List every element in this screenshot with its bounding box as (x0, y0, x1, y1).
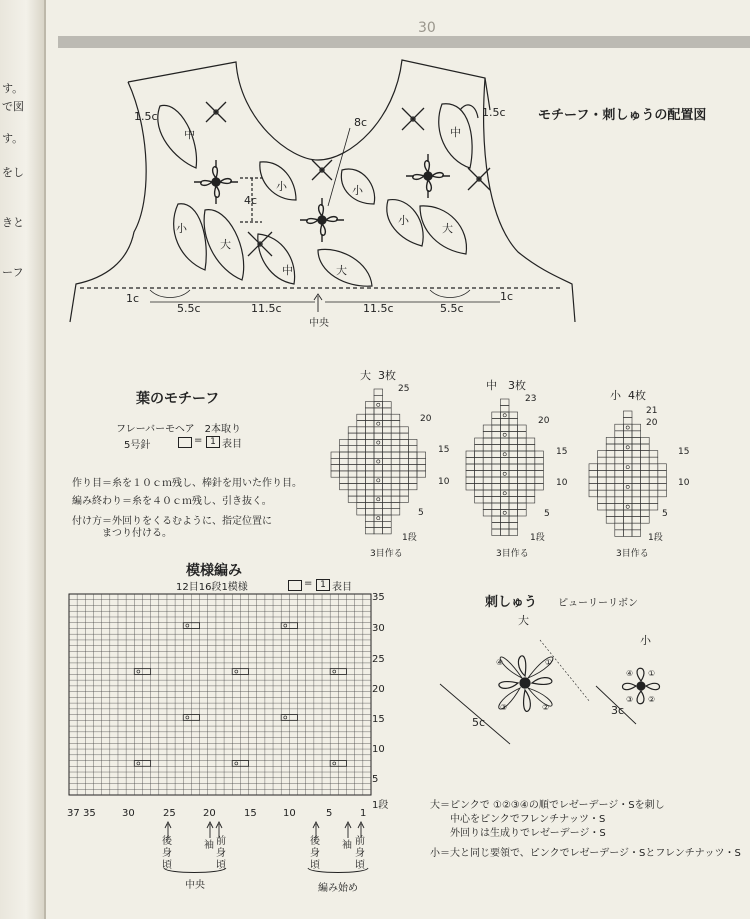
chart-medium-row: 10 (556, 478, 568, 488)
svg-text:①: ① (545, 658, 553, 667)
embroidery-title: 刺しゅう (485, 595, 538, 610)
row-label: 5 (372, 774, 379, 785)
chart-small-row: 5 (662, 509, 668, 519)
svg-text:④: ④ (496, 658, 504, 667)
label-front-body: 前 身 頃 (216, 836, 226, 871)
svg-text:③: ③ (500, 703, 508, 712)
embroidery-small-label: 小 (640, 634, 651, 647)
chart-small-row: 10 (678, 478, 690, 488)
dim-label: 5.5c (440, 302, 464, 315)
spine-text: ーフ (2, 266, 24, 279)
chart-large-row: 10 (438, 477, 450, 487)
chart-small-name: 小 (610, 389, 621, 402)
chart-small-cast-on: 3目作る (616, 549, 649, 559)
leaf-mark: 小 (276, 180, 287, 193)
key-symbol: 1 (316, 579, 330, 591)
leaf-mark: 中 (184, 128, 195, 141)
leaf-motif-title: 葉のモチーフ (136, 391, 220, 407)
page-number: 30 (418, 20, 436, 36)
leaf-mark: 小 (398, 214, 409, 227)
leaf-mark: 小 (176, 222, 187, 235)
spine-text: をし (2, 166, 24, 179)
chart-medium-row: 20 (538, 416, 550, 426)
chart-large-row: 1段 (402, 533, 417, 543)
row-label: 20 (372, 684, 385, 695)
label-back-body: 後 身 頃 (162, 836, 172, 871)
center-label: 中央 (309, 318, 329, 329)
embroidery-note: 外回りは生成りでレゼーデージ・S (430, 828, 606, 839)
chart-medium-cast-on: 3目作る (496, 549, 529, 559)
label-sleeve: 袖 (342, 840, 352, 851)
svg-text:②: ② (542, 703, 550, 712)
spine-text: で図 (2, 100, 24, 113)
leaf-mark: 大 (220, 238, 231, 251)
embroidery-note: 大＝ピンクで ①②③④の順でレゼーデージ・Sを刺し (430, 800, 665, 811)
svg-text:④: ④ (626, 669, 634, 678)
dim-label: 1.5c (134, 110, 158, 123)
chart-large-cast-on: 3目作る (370, 549, 403, 559)
row-label: 30 (372, 623, 385, 634)
spine-text: す。 (2, 82, 24, 95)
col-label: 1 (360, 808, 367, 819)
embroidery-large-label: 大 (518, 614, 529, 627)
col-label: 25 (163, 808, 176, 819)
embroidery-large-dim: 5c (472, 716, 486, 729)
col-label: 5 (326, 808, 333, 819)
note-line: まつり付ける。 (72, 528, 172, 539)
chart-large-count: 3枚 (378, 369, 396, 382)
note-line: 付け方＝外回りをくるむように、指定位置に (72, 516, 272, 527)
col-label: 37 (67, 808, 80, 819)
embroidery-note: 中心をピンクでフレンチナッツ・S (430, 814, 606, 825)
chart-large-row: 5 (418, 508, 424, 518)
leaf-mark: 中 (450, 126, 461, 139)
chart-medium-top: 23 (525, 394, 537, 404)
key-eq: = (194, 435, 203, 446)
dim-label: 5.5c (177, 302, 201, 315)
layout-title: モチーフ・刺しゅうの配置図 (538, 108, 707, 123)
leaf-mark: 中 (282, 264, 293, 277)
svg-text:②: ② (648, 695, 656, 704)
note-line: 作り目＝糸を１０ｃｍ残し、棒針を用いた作り目。 (72, 478, 302, 489)
col-label: 15 (244, 808, 257, 819)
key-text: 表目 (332, 582, 352, 593)
row-label: 35 (372, 592, 385, 603)
col-label: 20 (203, 808, 216, 819)
pattern-repeat: 12目16段1模様 (176, 582, 248, 593)
chart-medium-name: 中 (486, 379, 497, 392)
col-label: 30 (122, 808, 135, 819)
dim-label: 1c (500, 290, 514, 303)
key-eq: = (304, 578, 313, 589)
svg-text:③: ③ (626, 695, 634, 704)
dim-label: 1c (126, 292, 140, 305)
dim-label: 11.5c (251, 302, 282, 315)
key-text: 表目 (222, 439, 242, 450)
label-center: 中央 (185, 880, 205, 891)
chart-large-top: 25 (398, 384, 410, 394)
chart-small-count: 4枚 (628, 389, 646, 402)
chart-medium-row: 1段 (530, 533, 545, 543)
chart-small-row: 1段 (648, 533, 663, 543)
label-sleeve: 袖 (204, 840, 214, 851)
col-label: 35 (83, 808, 96, 819)
row-label: 10 (372, 744, 385, 755)
col-label: 10 (283, 808, 296, 819)
leaf-mark: 小 (352, 184, 363, 197)
row-label: 15 (372, 714, 385, 725)
note-line: 編み終わり＝糸を４０ｃｍ残し、引き抜く。 (72, 496, 272, 507)
chart-small-row: 15 (678, 447, 690, 457)
chart-small-row: 20 (646, 418, 658, 428)
needle-spec: 5号針 (124, 440, 151, 451)
chart-small-top: 21 (646, 406, 658, 416)
embroidery-small-dim: 3c (611, 704, 625, 717)
key-symbol: 1 (206, 436, 220, 448)
yarn-spec: フレーバーモヘア 2本取り (116, 424, 241, 435)
dim-label: 11.5c (363, 302, 394, 315)
spine-text: きと (2, 216, 24, 229)
embroidery-thread: ピューリーリボン (558, 598, 638, 609)
leaf-mark: 大 (336, 264, 347, 277)
dim-label: 1.5c (482, 106, 506, 119)
chart-large-row: 15 (438, 445, 450, 455)
label-front-body: 前 身 頃 (355, 836, 365, 871)
dim-label: 8c (354, 116, 368, 129)
chart-medium-row: 5 (544, 509, 550, 519)
chart-large-name: 大 (360, 369, 371, 382)
label-knit-start: 編み始め (318, 883, 358, 894)
embroidery-note: 小＝大と同じ要領で、ピンクでレゼーデージ・Sとフレンチナッツ・S (430, 848, 741, 859)
spine-text: す。 (2, 132, 24, 145)
chart-medium-count: 3枚 (508, 379, 526, 392)
leaf-mark: 大 (442, 222, 453, 235)
row-label: 25 (372, 654, 385, 665)
svg-text:①: ① (648, 669, 656, 678)
chart-medium-row: 15 (556, 447, 568, 457)
pattern-title: 模様編み (186, 563, 242, 579)
row-label: 1段 (372, 800, 389, 811)
chart-large-row: 20 (420, 414, 432, 424)
label-back-body: 後 身 頃 (310, 836, 320, 871)
dim-label: 4c (244, 194, 258, 207)
